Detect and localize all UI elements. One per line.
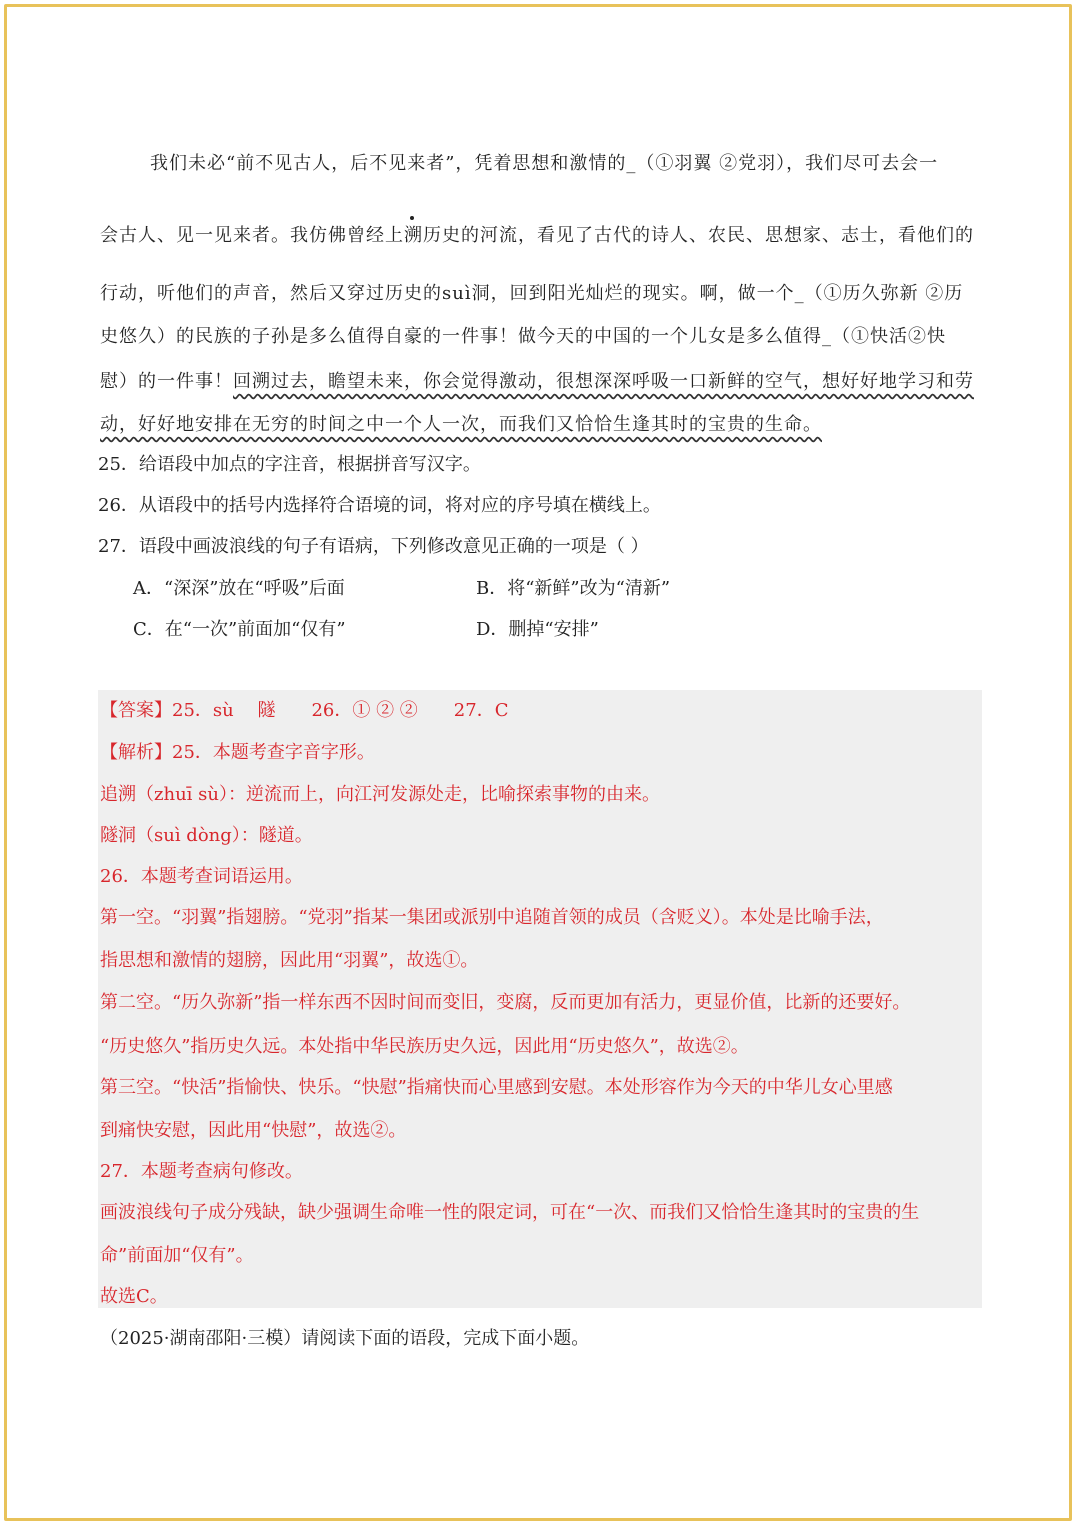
option-d: D．删掉“安排” bbox=[476, 619, 599, 640]
analysis-line: “历史悠久”指历史久远。本处指中华民族历史久远，因此用“历史悠久”，故选②。 bbox=[100, 1036, 749, 1057]
passage-line-3: 行动，听他们的声音，然后又穿过历史的suì洞，回到阳光灿烂的现实。啊，做一个_（①历久弥新 ②历 bbox=[100, 283, 964, 304]
analysis-line: 26．本题考查词语运用。 bbox=[100, 866, 303, 887]
question-25: 25．给语段中加点的字注音，根据拼音写汉字。 bbox=[98, 454, 481, 475]
next-section-prompt: （2025·湖南邵阳·三模）请阅读下面的语段，完成下面小题。 bbox=[100, 1328, 590, 1349]
option-b: B．将“新鲜”改为“清新” bbox=[476, 578, 671, 599]
passage-line-2: 会古人、见一见来者。我仿佛曾经上溯历史的河流，看见了古代的诗人、农民、思想家、志士，看他们的 bbox=[100, 225, 974, 246]
analysis-line: 画波浪线句子成分残缺，缺少强调生命唯一性的限定词，可在“一次、而我们又恰恰生逢其时的宝贵的生 bbox=[100, 1202, 920, 1223]
passage-line-1: 我们未必“前不见古人，后不见来者”，凭着思想和激情的_（①羽翼 ②党羽），我们尽可去会一 bbox=[150, 153, 939, 174]
analysis-line: 指思想和激情的翅膀，因此用“羽翼”，故选①。 bbox=[100, 950, 479, 971]
analysis-line: 第二空。“历久弥新”指一样东西不因时间而变旧，变腐，反而更加有活力，更显价值，比新的还要好。 bbox=[100, 992, 911, 1013]
question-27: 27．语段中画波浪线的句子有语病，下列修改意见正确的一项是（ ） bbox=[98, 536, 649, 557]
emphasis-dot bbox=[410, 216, 414, 220]
analysis-line: 第一空。“羽翼”指翅膀。“党羽”指某一集团或派别中追随首领的成员（含贬义）。本处是比喻手法， bbox=[100, 907, 884, 928]
analysis-line: 追溯（zhuī sù）：逆流而上，向江河发源处走，比喻探索事物的由来。 bbox=[100, 784, 660, 805]
analysis-line: 第三空。“快活”指愉快、快乐。“快慰”指痛快而心里感到安慰。本处形容作为今天的中华儿女心里感 bbox=[100, 1077, 893, 1098]
passage-line-4: 史悠久）的民族的子孙是多么值得自豪的一件事！做今天的中国的一个儿女是多么值得_（①快活②快 bbox=[100, 326, 946, 347]
analysis-heading: 【解析】25．本题考查字音字形。 bbox=[100, 742, 375, 763]
passage-line-5-start: 慰）的一件事！ bbox=[100, 371, 233, 392]
option-c: C．在“一次”前面加“仅有” bbox=[133, 619, 346, 640]
passage-line-5 bbox=[100, 370, 974, 394]
option-a: A．“深深”放在“呼吸”后面 bbox=[133, 578, 345, 599]
analysis-line: 命”前面加“仅有”。 bbox=[100, 1245, 254, 1266]
wavy-underlined-sentence-end: 动，好好地安排在无穷的时间之中一个人一次，而我们又恰恰生逢其时的宝贵的生命。 bbox=[100, 414, 822, 435]
analysis-line: 隧洞（suì dòng）：隧道。 bbox=[100, 825, 313, 846]
analysis-line: 到痛快安慰，因此用“快慰”，故选②。 bbox=[100, 1120, 407, 1141]
answer-line: 【答案】25．sù 隧 26．① ② ② 27．C bbox=[100, 700, 509, 721]
question-26: 26．从语段中的括号内选择符合语境的词，将对应的序号填在横线上。 bbox=[98, 495, 661, 516]
analysis-line: 27．本题考查病句修改。 bbox=[100, 1161, 303, 1182]
wavy-underlined-sentence: 回溯过去，瞻望未来，你会觉得激动，很想深深呼吸一口新鲜的空气，想好好地学习和劳 bbox=[233, 371, 974, 392]
passage-line-6 bbox=[100, 413, 822, 437]
analysis-line: 故选C。 bbox=[100, 1286, 168, 1307]
